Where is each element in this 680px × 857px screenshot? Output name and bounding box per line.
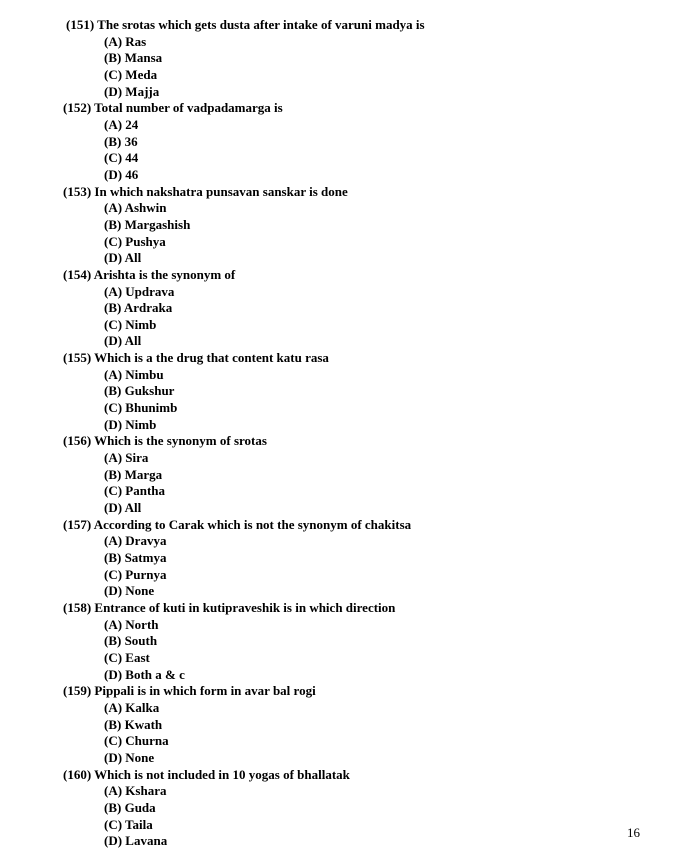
question-item bbox=[63, 350, 623, 433]
answer-option: (B) 36 bbox=[104, 133, 138, 149]
answer-option: (B) Gukshur bbox=[104, 383, 175, 399]
answer-option: (C) Taila bbox=[104, 816, 153, 832]
answer-option: (B) Satmya bbox=[104, 550, 167, 565]
answer-option: (D) None bbox=[104, 583, 155, 599]
question-text: (158) Entrance of kuti in kutipraveshik is in which direction bbox=[63, 599, 396, 615]
answer-option: (C) Meda bbox=[104, 66, 158, 82]
answer-option: (D) Both a & c bbox=[104, 666, 185, 682]
answer-option: (D) All bbox=[104, 333, 142, 349]
question-text: (157) According to Carak which is not the synonym of chakitsa bbox=[63, 516, 412, 532]
answer-option: (A) Ras bbox=[104, 33, 147, 49]
answer-option: (C) 44 bbox=[104, 150, 139, 166]
question-item bbox=[63, 267, 623, 350]
question-text: (154) Arishta is the synonym of bbox=[63, 266, 236, 282]
answer-option: (D) Lavana bbox=[104, 833, 168, 849]
question-item bbox=[63, 683, 623, 766]
answer-option: (D) None bbox=[104, 749, 155, 765]
answer-option: (B) Margashish bbox=[104, 216, 191, 232]
answer-option: (A) Kshara bbox=[104, 783, 167, 799]
answer-option: (B) Mansa bbox=[104, 50, 163, 66]
answer-option: (B) Guda bbox=[104, 799, 156, 815]
answer-option: (B) South bbox=[104, 633, 158, 649]
answer-option: (C) Nimb bbox=[104, 316, 157, 332]
answer-option: (A) Nimbu bbox=[104, 366, 164, 382]
question-list bbox=[63, 17, 623, 850]
answer-option: (A) Kalka bbox=[104, 699, 160, 715]
answer-option: (D) Nimb bbox=[104, 416, 157, 432]
question-text: (153) In which nakshatra punsavan sanskar is done bbox=[63, 183, 348, 199]
answer-option: (A) 24 bbox=[104, 116, 139, 132]
answer-option: (A) Sira bbox=[104, 450, 149, 466]
question-text: (152) Total number of vadpadamarga is bbox=[63, 100, 283, 116]
answer-option: (C) Bhunimb bbox=[104, 400, 178, 416]
answer-option: (D) Majja bbox=[104, 83, 160, 99]
answer-option: (D) All bbox=[104, 500, 142, 516]
question-item bbox=[63, 184, 623, 267]
question-text: (151) The srotas which gets dusta after intake of varuni madya is bbox=[66, 17, 425, 32]
answer-option: (B) Kwath bbox=[104, 716, 163, 732]
answer-option: (D) All bbox=[104, 250, 142, 266]
answer-option: (C) Purnya bbox=[104, 566, 167, 582]
question-text: (160) Which is not included in 10 yogas of bhallatak bbox=[63, 766, 350, 782]
question-item bbox=[63, 17, 623, 100]
question-item bbox=[63, 517, 623, 600]
question-text: (155) Which is a the drug that content katu rasa bbox=[63, 350, 329, 366]
answer-option: (B) Marga bbox=[104, 466, 163, 482]
answer-option: (A) North bbox=[104, 616, 159, 632]
answer-option: (D) 46 bbox=[104, 166, 139, 182]
answer-option: (C) Pushya bbox=[104, 233, 166, 249]
answer-option: (C) Pantha bbox=[104, 483, 166, 499]
question-item bbox=[63, 767, 623, 850]
page-number: 16 bbox=[627, 825, 640, 840]
question-item bbox=[63, 100, 623, 183]
question-item bbox=[63, 433, 623, 516]
answer-option: (C) East bbox=[104, 649, 150, 665]
question-text: (159) Pippali is in which form in avar bal rogi bbox=[63, 683, 316, 699]
answer-option: (A) Updrava bbox=[104, 283, 175, 299]
answer-option: (C) Churna bbox=[104, 733, 169, 749]
question-text: (156) Which is the synonym of srotas bbox=[63, 433, 267, 449]
answer-option: (A) Dravya bbox=[104, 533, 167, 549]
answer-option: (B) Ardraka bbox=[104, 300, 173, 316]
question-item bbox=[63, 600, 623, 683]
answer-option: (A) Ashwin bbox=[104, 200, 167, 216]
